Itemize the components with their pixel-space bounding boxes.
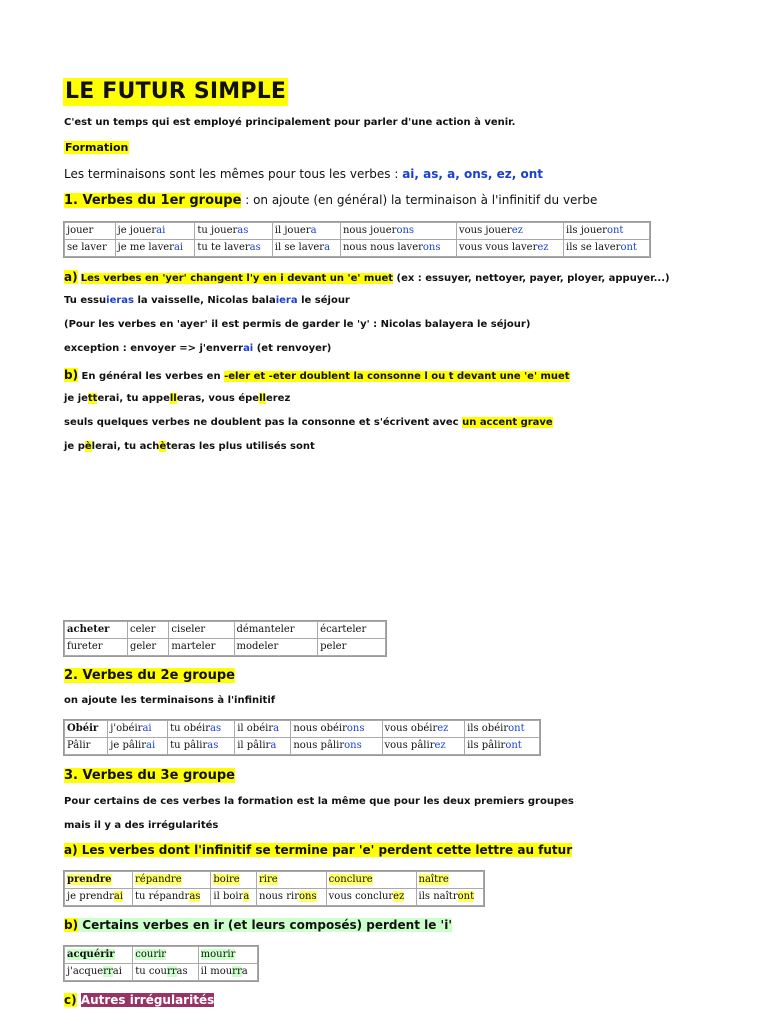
table-row — [65, 964, 258, 981]
formation-heading: Formation — [65, 141, 129, 154]
table-cell: ciseler — [169, 622, 234, 639]
table-cell: écarteler — [318, 622, 386, 639]
cell-ending: ai — [173, 242, 184, 253]
table-cell — [211, 889, 257, 906]
b1-example-1: je jetterai, tu appelleras, vous épellerez — [64, 393, 291, 404]
cell-ending: as — [189, 891, 201, 902]
table-cell — [198, 947, 257, 964]
cell-infinitive: acquérir — [67, 949, 115, 960]
table-row — [65, 639, 386, 656]
table-cell — [272, 223, 340, 240]
table-cell — [195, 223, 272, 240]
cell-double: rr — [166, 966, 177, 977]
cell-stem: se laver — [67, 242, 107, 253]
table-cell — [133, 947, 198, 964]
g3b-text: Certains verbes en ir (et leurs composés) perdent le 'i' — [78, 918, 452, 932]
cell-stem: tu jouer — [197, 225, 238, 236]
table-cell — [108, 738, 168, 755]
cell-ending: ai — [113, 891, 124, 902]
group1-table — [64, 222, 650, 257]
cell-ending: ons — [396, 225, 415, 236]
table-cell — [65, 889, 133, 906]
group3-line1: Pour certains de ces verbes la formation est la même que pour les deux premiers groupes — [64, 796, 574, 807]
a1-rest: (ex : essuyer, nettoyer, payer, ployer, appuyer...) — [393, 273, 670, 284]
table-cell — [291, 738, 382, 755]
group3-heading: 3. Verbes du 3e groupe — [64, 768, 235, 783]
cell-stem: je jouer — [117, 225, 157, 236]
cell-stem: nous rir — [259, 891, 299, 902]
cell-stem: je prendr — [67, 891, 114, 902]
cell-ending: ai — [156, 225, 166, 236]
cell-infinitive: boire — [213, 874, 240, 885]
cell-ending: ont — [620, 242, 637, 253]
cell-ending: a — [273, 723, 280, 734]
cell-ending: a — [324, 242, 331, 253]
table-cell — [211, 872, 257, 889]
cell-stem: j'obéir — [110, 723, 143, 734]
table-cell — [65, 872, 133, 889]
cell-ending: as — [249, 242, 261, 253]
table-cell — [382, 738, 465, 755]
cell-stem: vous pâlir — [384, 740, 435, 751]
cell-stem: ils obéir — [467, 723, 509, 734]
cell-stem: je pâlir — [110, 740, 147, 751]
group2-line: on ajoute les terminaisons à l'infinitif — [64, 695, 276, 706]
table-cell — [65, 240, 116, 257]
table-cell: marteler — [169, 639, 234, 656]
table-cell — [382, 721, 465, 738]
cell-ending: ons — [344, 740, 362, 751]
group3-line2: mais il y a des irrégularités — [64, 820, 219, 831]
cell-stem: vous conclur — [328, 891, 394, 902]
g3a-text: Les verbes dont l'infinitif se termine par 'e' perdent cette lettre au futur — [77, 843, 573, 857]
cell-ending: ez — [511, 225, 523, 236]
table-cell — [235, 738, 291, 755]
cell-stem: jouer — [67, 225, 94, 236]
cell-stem: nous obéir — [293, 723, 347, 734]
cell-infinitive: répandre — [135, 874, 182, 885]
table-cell — [272, 240, 340, 257]
cell-ending: ons — [422, 242, 441, 253]
cell-stem: il obéir — [237, 723, 274, 734]
cell-ending: as — [176, 966, 188, 977]
cell-ending: as — [207, 740, 219, 751]
g3c-letter: c) — [64, 993, 77, 1007]
g3b-line — [64, 918, 452, 932]
table-row — [65, 889, 484, 906]
a1-letter: a) — [64, 270, 78, 284]
terminaisons-line — [64, 167, 543, 181]
group2-heading: 2. Verbes du 2e groupe — [64, 668, 235, 683]
b1-highlight: -eler et -eter doublent la consonne l ou t devant une 'e' muet — [224, 371, 570, 382]
table-cell — [115, 240, 195, 257]
cell-stem: Pâlir — [67, 740, 91, 751]
cell-ending: ont — [505, 740, 522, 751]
table-row — [65, 622, 386, 639]
table-row — [65, 738, 540, 755]
cell-stem: ils naîtr — [418, 891, 458, 902]
cell-stem: ils jouer — [566, 225, 607, 236]
cell-ending: ont — [606, 225, 624, 236]
table-cell — [465, 721, 540, 738]
table-row — [65, 240, 650, 257]
cell-stem: il boir — [213, 891, 244, 902]
table-cell — [235, 721, 291, 738]
cell-ending: ai — [146, 740, 156, 751]
a1-highlight: Les verbes en 'yer' changent l'y en i devant un 'e' muet — [80, 273, 394, 284]
cell-stem: ils se laver — [566, 242, 621, 253]
cell-infinitive: rire — [259, 874, 278, 885]
table-cell — [133, 889, 211, 906]
cell-stem: vous jouer — [459, 225, 512, 236]
cell-ending: ons — [298, 891, 317, 902]
table-cell — [115, 223, 195, 240]
cell-ending: ai — [142, 723, 152, 734]
b1-line — [64, 368, 570, 382]
cell-ending: ons — [346, 723, 365, 734]
cell-double: rr — [232, 966, 242, 977]
page-title: LE FUTUR SIMPLE — [65, 79, 287, 104]
a1-line — [64, 270, 670, 284]
table-cell — [326, 889, 416, 906]
table-cell: celer — [127, 622, 168, 639]
cell-stem: il se laver — [274, 242, 325, 253]
cell-ending: as — [210, 723, 222, 734]
table-cell — [65, 964, 133, 981]
b1-example-3: je pèlerai, tu achèteras les plus utilisés sont — [64, 441, 315, 452]
cell-stem: il pâlir — [237, 740, 271, 751]
table-cell — [457, 240, 564, 257]
cell-stem: il jouer — [274, 225, 311, 236]
b1-example-2: seuls quelques verbes ne doublent pas la consonne et s'écrivent avec un accent grave — [64, 417, 553, 428]
cell-ending: ont — [457, 891, 475, 902]
table-cell: fureter — [65, 639, 128, 656]
cell-ending: ai — [112, 966, 122, 977]
cell-stem: il mou — [200, 966, 233, 977]
table-cell — [340, 240, 456, 257]
table-cell — [108, 721, 168, 738]
cell-stem: nous jouer — [342, 225, 397, 236]
cell-infinitive: prendre — [67, 874, 112, 885]
intro-text: C'est un temps qui est employé principalement pour parler d'une action à venir. — [64, 117, 516, 128]
cell-stem: tu répandr — [135, 891, 190, 902]
terminaisons-list: ai, as, a, ons, ez, ont — [402, 167, 543, 181]
group1-heading-rest: : on ajoute (en général) la terminaison à l'infinitif du verbe — [241, 193, 598, 207]
cell-stem: tu te laver — [197, 242, 250, 253]
cell-ending: as — [237, 225, 249, 236]
cell-infinitive: naître — [418, 874, 449, 885]
cell-ending: ez — [393, 891, 405, 902]
table-cell — [257, 889, 327, 906]
cell-infinitive: conclure — [328, 874, 373, 885]
g3b-table — [64, 946, 258, 981]
table-cell — [416, 872, 484, 889]
table-cell — [168, 721, 235, 738]
table-cell — [291, 721, 382, 738]
cell-ending: a — [243, 891, 250, 902]
table-cell — [465, 738, 540, 755]
g3b-letter: b) — [64, 918, 79, 932]
cell-infinitive: mourir — [200, 949, 236, 960]
cell-stem: ils pâlir — [467, 740, 506, 751]
terminaisons-text: Les terminaisons sont les mêmes pour tous les verbes : — [64, 167, 403, 181]
table-cell — [198, 964, 257, 981]
cell-stem: tu cou — [135, 966, 167, 977]
group1-heading-line — [64, 193, 597, 208]
group1-heading: 1. Verbes du 1er groupe — [64, 193, 242, 208]
cell-stem: je me laver — [117, 242, 174, 253]
cell-ending: ez — [537, 242, 549, 253]
table-cell — [257, 872, 327, 889]
a1-example-3: exception : envoyer => j'enverrai (et renvoyer) — [64, 343, 332, 354]
table-cell — [65, 738, 108, 755]
table-cell — [133, 872, 211, 889]
b1-pre: En général les verbes en — [78, 371, 225, 382]
cell-stem: tu obéir — [170, 723, 211, 734]
table-cell — [416, 889, 484, 906]
table-row — [65, 947, 258, 964]
cell-ending: a — [241, 966, 248, 977]
a1-example-1: Tu essuieras la vaisselle, Nicolas balaiera le séjour — [64, 295, 350, 306]
group2-table — [64, 720, 540, 755]
g3a-table — [64, 871, 484, 906]
table-cell: modeler — [234, 639, 318, 656]
table-row — [65, 223, 650, 240]
cell-stem: j'acque — [67, 966, 104, 977]
table-cell — [564, 240, 650, 257]
b1-table — [64, 621, 386, 656]
table-cell — [65, 721, 108, 738]
table-cell: geler — [127, 639, 168, 656]
table-cell — [340, 223, 456, 240]
table-row — [65, 721, 540, 738]
g3c-text: Autres irrégularités — [80, 993, 215, 1007]
cell-ending: ez — [437, 723, 449, 734]
table-cell: peler — [318, 639, 386, 656]
cell-ending: a — [270, 740, 277, 751]
cell-stem: tu pâlir — [170, 740, 208, 751]
cell-stem: Obéir — [67, 723, 99, 734]
g3a-letter: a) — [64, 843, 78, 857]
table-row — [65, 872, 484, 889]
cell-stem: vous vous laver — [459, 242, 538, 253]
g3a-line — [64, 843, 572, 857]
table-cell — [457, 223, 564, 240]
table-cell: démanteler — [234, 622, 318, 639]
table-cell — [195, 240, 272, 257]
table-cell — [65, 223, 116, 240]
cell-infinitive: courir — [135, 949, 167, 960]
cell-ending: a — [310, 225, 317, 236]
table-cell: acheter — [65, 622, 128, 639]
b1-letter: b) — [64, 368, 79, 382]
cell-stem: nous nous laver — [342, 242, 423, 253]
table-cell — [133, 964, 198, 981]
g3c-line — [64, 993, 214, 1007]
table-cell — [564, 223, 650, 240]
cell-double: rr — [103, 966, 113, 977]
cell-stem: nous pâlir — [293, 740, 345, 751]
table-cell — [168, 738, 235, 755]
cell-ending: ez — [434, 740, 446, 751]
a1-example-2: (Pour les verbes en 'ayer' il est permis de garder le 'y' : Nicolas balayera le séjour) — [64, 319, 531, 330]
table-cell — [326, 872, 416, 889]
cell-stem: vous obéir — [384, 723, 438, 734]
cell-ending: ont — [508, 723, 525, 734]
table-cell — [65, 947, 133, 964]
